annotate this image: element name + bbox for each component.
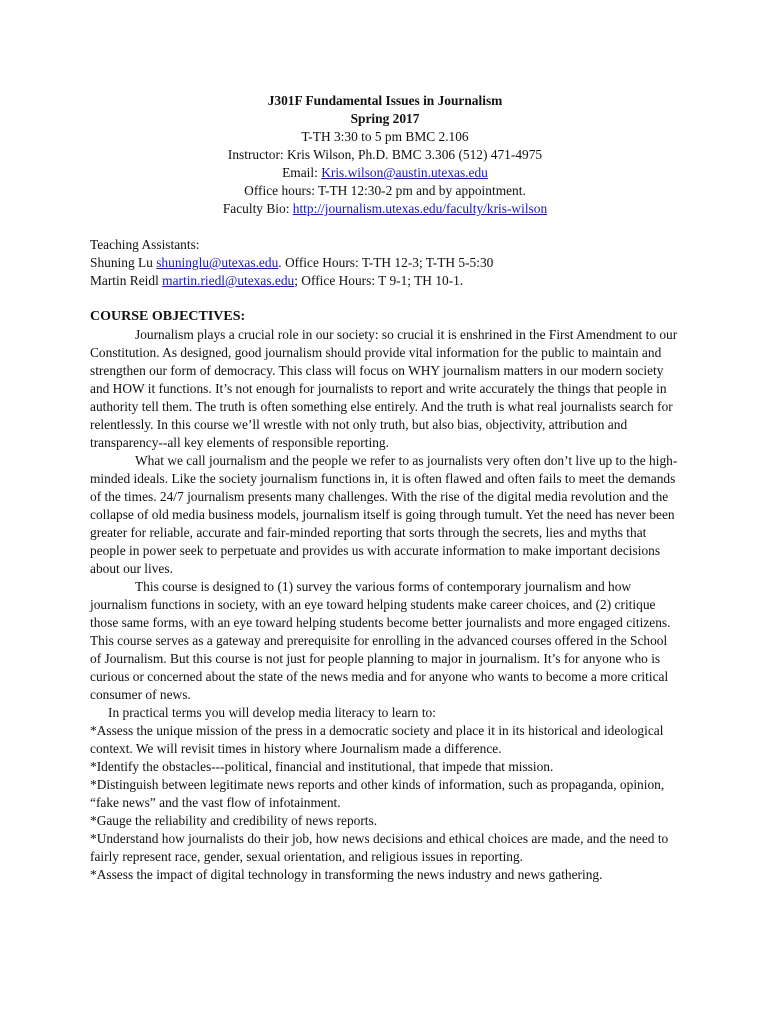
ta-row bbox=[90, 272, 680, 290]
spacer bbox=[90, 290, 680, 308]
instructor-info: Instructor: Kris Wilson, Ph.D. BMC 3.306 (512) 471-4975 bbox=[227, 147, 543, 162]
spacer bbox=[90, 218, 680, 236]
objectives-paragraph: What we call journalism and the people we refer to as journalists very often don’t live up to the high-minded ideals. Like the society journalism functions in, it is often flawed and often fails to meet the demands of the times. 24/7 journalism presents many challenges. With the rise of the digital media revolution and the collapse of old media business models, journalism itself is going through tumult. Yet the need has never been greater for reliable, accurate and fair-minded reporting that sorts through the secrets, lies and myths that people in power seek to perpetuate and provides us with accurate information to make important decisions about our lives. bbox=[90, 453, 678, 576]
objective-item: *Distinguish between legitimate news reports and other kinds of information, such as propaganda, opinion, “fake news” and the vast flow of infotainment. bbox=[90, 777, 665, 810]
ta-heading: Teaching Assistants: bbox=[90, 237, 200, 252]
syllabus-page bbox=[90, 92, 680, 884]
objective-item: *Assess the unique mission of the press in a democratic society and place it in its historical and ideological context. We will revisit times in history where Journalism made a difference. bbox=[90, 723, 664, 756]
ta-email-link[interactable]: martin.riedl@utexas.edu bbox=[162, 273, 295, 288]
class-schedule: T-TH 3:30 to 5 pm BMC 2.106 bbox=[301, 129, 469, 144]
faculty-bio-link[interactable]: http://journalism.utexas.edu/faculty/kris-wilson bbox=[292, 201, 548, 216]
course-title: J301F Fundamental Issues in Journalism bbox=[267, 93, 503, 108]
objective-item: *Understand how journalists do their job, how news decisions and ethical choices are made, and the need to fairly represent race, gender, sexual orientation, and religious issues in reporting. bbox=[90, 831, 669, 864]
objectives-paragraph: Journalism plays a crucial role in our society: so crucial it is enshrined in the First Amendment to our Constitution. As designed, good journalism should provide vital information for the public to maintain and strengthen our form of democracy. This class will focus on WHY journalism matters in our modern society and HOW it functions. It’s not enough for journalists to report and write accurately the things that people in authority tell them. The truth is often something else entirely. And the truth is what real journalists search for relentlessly. In this course we’ll wrestle with not only truth, but also bias, objectivity, attribution and transparency--all key elements of responsible reporting. bbox=[90, 327, 678, 450]
ta-row bbox=[90, 254, 680, 272]
objective-item: *Gauge the reliability and credibility of news reports. bbox=[90, 813, 378, 828]
objectives-list bbox=[90, 722, 680, 884]
objectives-heading: COURSE OBJECTIVES: bbox=[90, 309, 246, 324]
office-hours: Office hours: T-TH 12:30-2 pm and by appointment. bbox=[244, 183, 526, 198]
ta-office-hours: . Office Hours: T-TH 12-3; T-TH 5-5:30 bbox=[278, 255, 494, 270]
objective-item: *Assess the impact of digital technology in transforming the news industry and news gathering. bbox=[90, 867, 603, 882]
objective-item: *Identify the obstacles---political, financial and institutional, that impede that mission. bbox=[90, 759, 554, 774]
instructor-email-line bbox=[90, 164, 680, 182]
instructor-email-link[interactable]: Kris.wilson@austin.utexas.edu bbox=[321, 165, 488, 180]
practical-intro: In practical terms you will develop media literacy to learn to: bbox=[108, 705, 436, 720]
ta-office-hours: ; Office Hours: T 9-1; TH 10-1. bbox=[294, 273, 464, 288]
ta-name: Shuning Lu bbox=[90, 255, 157, 270]
semester: Spring 2017 bbox=[350, 111, 420, 126]
faculty-bio-line bbox=[90, 200, 680, 218]
bio-label: Faculty Bio: bbox=[222, 201, 293, 216]
ta-name: Martin Reidl bbox=[90, 273, 163, 288]
objectives-paragraph: This course is designed to (1) survey the various forms of contemporary journalism and how journalism functions in society, with an eye toward helping students make career choices, and (2) critique those same forms, with an eye toward helping students become better journalists and more engaged citizens. This course serves as a gateway and prerequisite for enrolling in the advanced courses offered in the School of Journalism. But this course is not just for people planning to major in journalism. It’s for anyone who is curious or concerned about the state of the news media and for anyone who wants to become a more critical consumer of news. bbox=[90, 579, 671, 702]
email-label: Email: bbox=[282, 165, 322, 180]
ta-email-link[interactable]: shuninglu@utexas.edu bbox=[156, 255, 279, 270]
